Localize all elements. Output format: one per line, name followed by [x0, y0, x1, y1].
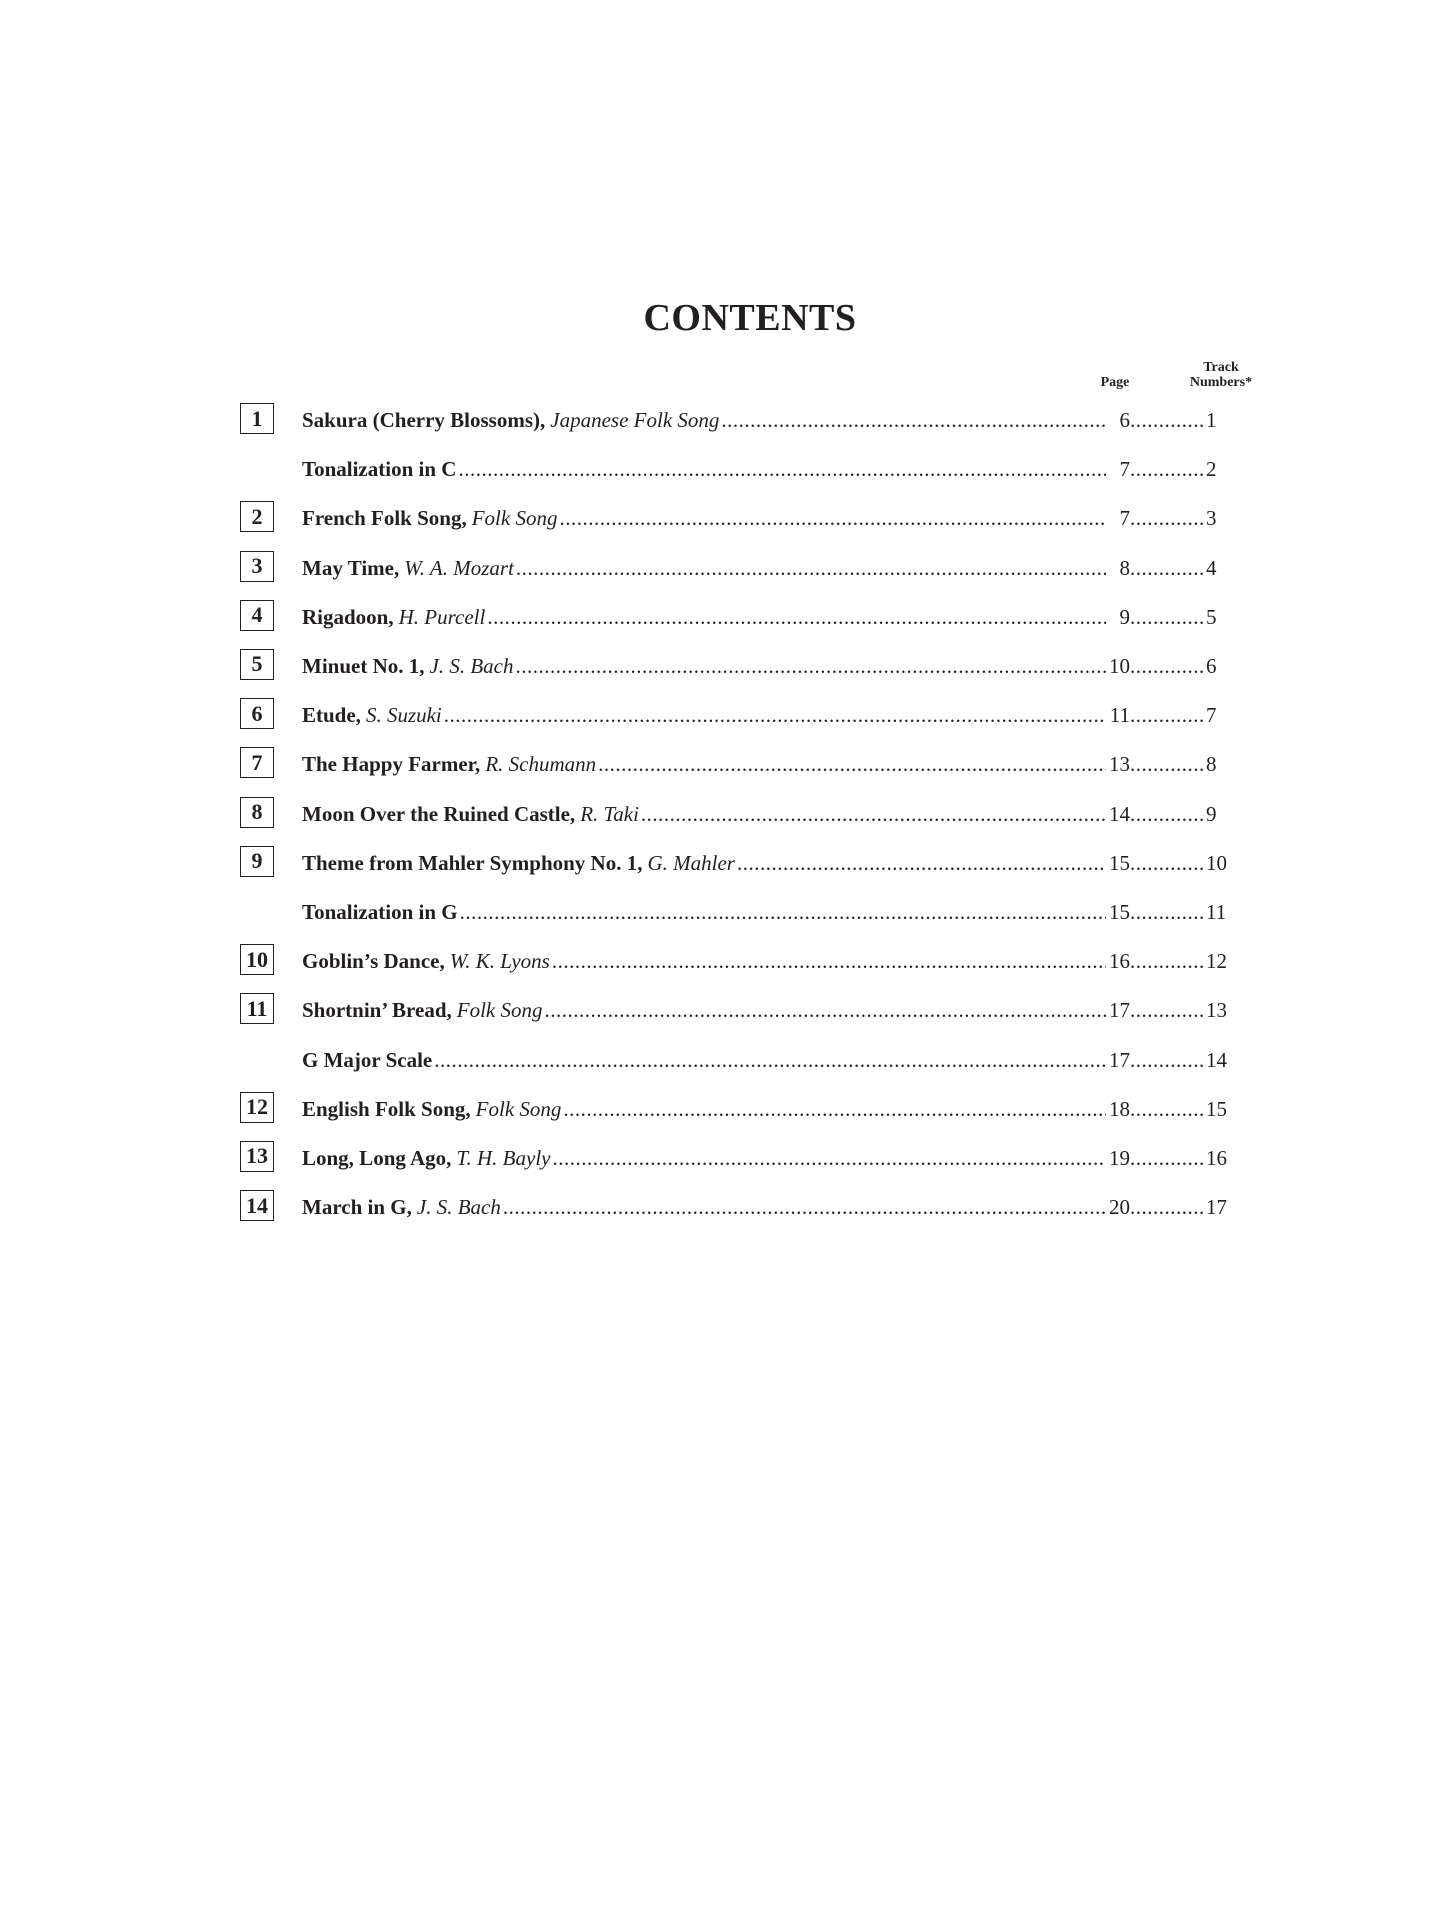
dot-leader — [434, 1048, 1106, 1073]
track-number: 4 — [1206, 555, 1217, 580]
dot-leader — [1130, 654, 1204, 679]
piece-composer: Folk Song — [471, 506, 558, 531]
toc-entry — [302, 790, 1230, 839]
dot-leader — [563, 1097, 1106, 1122]
toc-entry — [302, 1134, 1230, 1183]
piece-title: Tonalization in G — [302, 899, 458, 924]
dot-leader — [552, 1146, 1106, 1171]
piece-number-box: 5 — [240, 649, 274, 680]
page-number: 16 — [1109, 949, 1130, 974]
page-number: 6 — [1119, 408, 1130, 433]
track-number: 16 — [1206, 1145, 1227, 1170]
track-number: 15 — [1206, 1096, 1227, 1121]
page-number: 7 — [1119, 457, 1130, 482]
piece-composer: W. K. Lyons — [449, 949, 550, 974]
toc-entry — [302, 1183, 1230, 1232]
dot-leader — [721, 408, 1106, 433]
dot-leader — [641, 802, 1106, 827]
piece-composer: G. Mahler — [647, 850, 735, 875]
piece-composer: Folk Song — [456, 998, 543, 1023]
piece-composer: S. Suzuki — [365, 703, 442, 728]
toc-row — [240, 494, 1230, 543]
page-number: 11 — [1109, 703, 1130, 728]
dot-leader — [1130, 998, 1204, 1023]
dot-leader — [1130, 408, 1204, 433]
dot-leader — [552, 949, 1106, 974]
track-number: 1 — [1206, 408, 1217, 433]
piece-composer: R. Schumann — [485, 752, 597, 777]
track-header-line1: Track — [1203, 360, 1239, 375]
contents-list — [240, 396, 1230, 1232]
toc-entry — [302, 494, 1230, 543]
dot-leader — [1130, 900, 1204, 925]
dot-leader — [1130, 851, 1204, 876]
toc-row — [240, 445, 1230, 494]
toc-entry — [302, 396, 1230, 445]
dot-leader — [1130, 506, 1204, 531]
track-number: 2 — [1206, 457, 1217, 482]
track-number: 8 — [1206, 752, 1217, 777]
page-number: 15 — [1109, 850, 1130, 875]
toc-row — [240, 839, 1230, 888]
page-number: 10 — [1109, 654, 1130, 679]
toc-row — [240, 544, 1230, 593]
toc-row — [240, 937, 1230, 986]
piece-number-box: 6 — [240, 698, 274, 729]
piece-title: English Folk Song, — [302, 1096, 471, 1121]
page-number: 7 — [1119, 506, 1130, 531]
toc-row — [240, 790, 1230, 839]
piece-number-box: 10 — [240, 944, 274, 975]
page-title: CONTENTS — [643, 297, 857, 339]
page-number: 19 — [1109, 1145, 1130, 1170]
dot-leader — [487, 605, 1106, 630]
piece-number-box: 9 — [240, 846, 274, 877]
toc-entry — [302, 445, 1230, 494]
page-number: 17 — [1109, 998, 1130, 1023]
piece-title: March in G, — [302, 1195, 412, 1220]
piece-composer: Japanese Folk Song — [550, 408, 720, 433]
track-number: 10 — [1206, 850, 1227, 875]
dot-leader — [1130, 949, 1204, 974]
toc-row — [240, 1035, 1230, 1084]
piece-title: Etude, — [302, 703, 361, 728]
piece-composer: J. S. Bach — [429, 654, 514, 679]
page-number: 13 — [1109, 752, 1130, 777]
dot-leader — [515, 654, 1106, 679]
track-number: 6 — [1206, 654, 1217, 679]
piece-number-box: 12 — [240, 1092, 274, 1123]
piece-number-box: 13 — [240, 1141, 274, 1172]
page-number: 15 — [1109, 899, 1130, 924]
track-number: 5 — [1206, 604, 1217, 629]
dot-leader — [544, 998, 1106, 1023]
piece-title: Minuet No. 1, — [302, 654, 425, 679]
dot-leader — [559, 506, 1106, 531]
track-number: 13 — [1206, 998, 1227, 1023]
dot-leader — [1130, 1097, 1204, 1122]
piece-title: Goblin’s Dance, — [302, 949, 445, 974]
dot-leader — [1130, 605, 1204, 630]
piece-number-box: 8 — [240, 797, 274, 828]
track-number: 14 — [1206, 1047, 1227, 1072]
piece-number-box: 2 — [240, 501, 274, 532]
dot-leader — [598, 752, 1106, 777]
dot-leader — [458, 457, 1106, 482]
dot-leader — [444, 703, 1106, 728]
page-number: 14 — [1109, 801, 1130, 826]
piece-title: G Major Scale — [302, 1047, 433, 1072]
toc-entry — [302, 937, 1230, 986]
track-number: 7 — [1206, 703, 1217, 728]
piece-title: French Folk Song, — [302, 506, 467, 531]
track-number: 9 — [1206, 801, 1217, 826]
page-number: 20 — [1109, 1195, 1130, 1220]
toc-row — [240, 740, 1230, 789]
piece-title: Theme from Mahler Symphony No. 1, — [302, 850, 643, 875]
piece-title: Tonalization in C — [302, 457, 457, 482]
dot-leader — [1130, 1048, 1204, 1073]
toc-entry — [302, 642, 1230, 691]
track-number: 3 — [1206, 506, 1217, 531]
dot-leader — [1130, 1195, 1204, 1220]
toc-entry — [302, 691, 1230, 740]
page-number: 17 — [1109, 1047, 1130, 1072]
toc-entry — [302, 1085, 1230, 1134]
dot-leader — [1130, 1146, 1204, 1171]
piece-composer: R. Taki — [580, 801, 639, 826]
track-header-line2: Numbers* — [1189, 375, 1253, 390]
piece-title: The Happy Farmer, — [302, 752, 481, 777]
track-number: 11 — [1206, 899, 1227, 924]
toc-row — [240, 396, 1230, 445]
toc-entry — [302, 839, 1230, 888]
toc-row — [240, 986, 1230, 1035]
piece-title: Moon Over the Ruined Castle, — [302, 801, 576, 826]
piece-composer: T. H. Bayly — [456, 1145, 551, 1170]
dot-leader — [503, 1195, 1106, 1220]
piece-number-box: 11 — [240, 993, 274, 1024]
toc-row — [240, 1183, 1230, 1232]
page-number: 8 — [1119, 555, 1130, 580]
toc-row — [240, 642, 1230, 691]
piece-number-box: 1 — [240, 403, 274, 434]
page-column-header: Page — [1100, 375, 1130, 390]
dot-leader — [1130, 703, 1204, 728]
toc-entry — [302, 544, 1230, 593]
piece-title: Long, Long Ago, — [302, 1145, 452, 1170]
piece-title: Rigadoon, — [302, 604, 394, 629]
piece-composer: H. Purcell — [398, 604, 486, 629]
toc-entry — [302, 740, 1230, 789]
dot-leader — [737, 851, 1106, 876]
piece-title: Shortnin’ Bread, — [302, 998, 452, 1023]
toc-row — [240, 1085, 1230, 1134]
track-number: 17 — [1206, 1195, 1227, 1220]
piece-number-box: 7 — [240, 747, 274, 778]
piece-composer: W. A. Mozart — [404, 555, 514, 580]
toc-row — [240, 593, 1230, 642]
toc-row — [240, 691, 1230, 740]
page-number: 18 — [1109, 1096, 1130, 1121]
piece-title: May Time, — [302, 555, 400, 580]
toc-entry — [302, 986, 1230, 1035]
piece-number-box: 4 — [240, 600, 274, 631]
piece-number-box: 14 — [240, 1190, 274, 1221]
toc-entry — [302, 888, 1230, 937]
piece-composer: J. S. Bach — [416, 1195, 501, 1220]
dot-leader — [1130, 802, 1204, 827]
dot-leader — [516, 556, 1106, 581]
track-number: 12 — [1206, 949, 1227, 974]
track-column-header — [1176, 360, 1266, 390]
toc-row — [240, 1134, 1230, 1183]
dot-leader — [1130, 752, 1204, 777]
toc-row — [240, 888, 1230, 937]
toc-entry — [302, 593, 1230, 642]
piece-number-box: 3 — [240, 551, 274, 582]
page-number: 9 — [1119, 604, 1130, 629]
piece-composer: Folk Song — [475, 1096, 562, 1121]
toc-entry — [302, 1035, 1230, 1084]
dot-leader — [1130, 457, 1204, 482]
dot-leader — [1130, 556, 1204, 581]
dot-leader — [460, 900, 1106, 925]
piece-title: Sakura (Cherry Blossoms), — [302, 408, 546, 433]
